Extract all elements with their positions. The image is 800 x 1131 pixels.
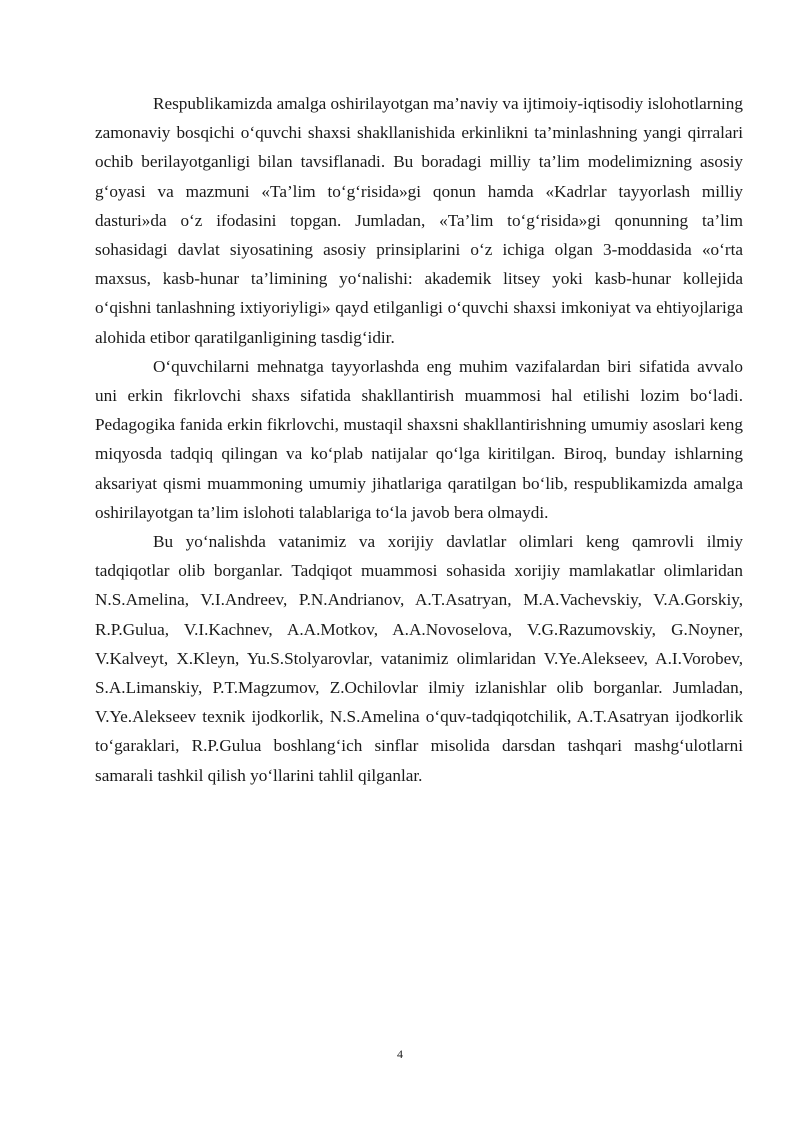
paragraph: O‘quvchilarni mehnatga tayyorlashda eng muhim vazifalardan biri sifatida avvalo uni erkin fikrlovchi shaxs sifatida shakllantirish muammosi hal etilishi lozim bo‘ladi. Pedagogika fanida erkin fikrlovchi, mustaqil shaxsni shakllantirishning umumiy asoslari keng miqyosda tadqiq qilingan va ko‘plab natijalar qo‘lga kiritilgan. Biroq, bunday ishlarning aksariyat qismi muammoning umumiy jihatlariga qaratilgan bo‘lib, respublikamizda amalga oshirilayotgan ta’lim islohoti talablariga to‘la javob bera olmaydi. — [95, 356, 743, 522]
page-number: 4 — [397, 1047, 403, 1061]
paragraph: Respublikamizda amalga oshirilayotgan ma’naviy va ijtimoiy-iqtisodiy islohotlarning zamonaviy bosqichi o‘quvchi shaxsi shakllanishida erkinlikni ta’minlashning yangi qirralari ochib berilayotganligi bilan tavsiflanadi. Bu boradagi milliy ta’lim modelimizning asosiy g‘oyasi va mazmuni «Ta’lim to‘g‘risida»gi qonun hamda «Kadrlar tayyorlash milliy dasturi»da o‘z ifodasini topgan. Jumladan, «Ta’lim to‘g‘risida»gi qonunning ta’lim sohasidagi davlat siyosatining asosiy prinsiplarini o‘z ichiga olgan 3-moddasida «o‘rta maxsus, kasb-hunar ta’limining yo‘nalishi: akademik litsey yoki kasb-hunar kollejida o‘qishni tanlashning ixtiyoriyligi» qayd etilganligi o‘quvchi shaxsi imkoniyat va ehtiyojlariga alohida etibor qaratilganligining tasdig‘idir. — [95, 94, 743, 347]
document-body — [95, 89, 743, 790]
paragraph: Bu yo‘nalishda vatanimiz va xorijiy davlatlar olimlari keng qamrovli ilmiy tadqiqotlar olib borganlar. Tadqiqot muammosi sohasida xorijiy mamlakatlar olimlaridan N.S.Amelina, V.I.Andreev, P.N.Andrianov, A.T.Asatryan, M.A.Vachevskiy, V.A.Gorskiy, R.P.Gulua, V.I.Kachnev, A.A.Motkov, A.A.Novoselova, V.G.Razumovskiy, G.Noyner, V.Kalveyt, X.Kleyn, Yu.S.Stolyarovlar, vatanimiz olimlaridan V.Ye.Alekseev, A.I.Vorobev, S.A.Limanskiy, P.T.Magzumov, Z.Ochilovlar ilmiy izlanishlar olib borganlar. Jumladan, V.Ye.Alekseev texnik ijodkorlik, N.S.Amelina o‘quv-tadqiqotchilik, A.T.Asatryan ijodkorlik to‘garaklari, R.P.Gulua boshlang‘ich sinflar misolida darsdan tashqari mashg‘ulotlarni samarali tashkil qilish yo‘llarini tahlil qilganlar. — [95, 532, 743, 785]
